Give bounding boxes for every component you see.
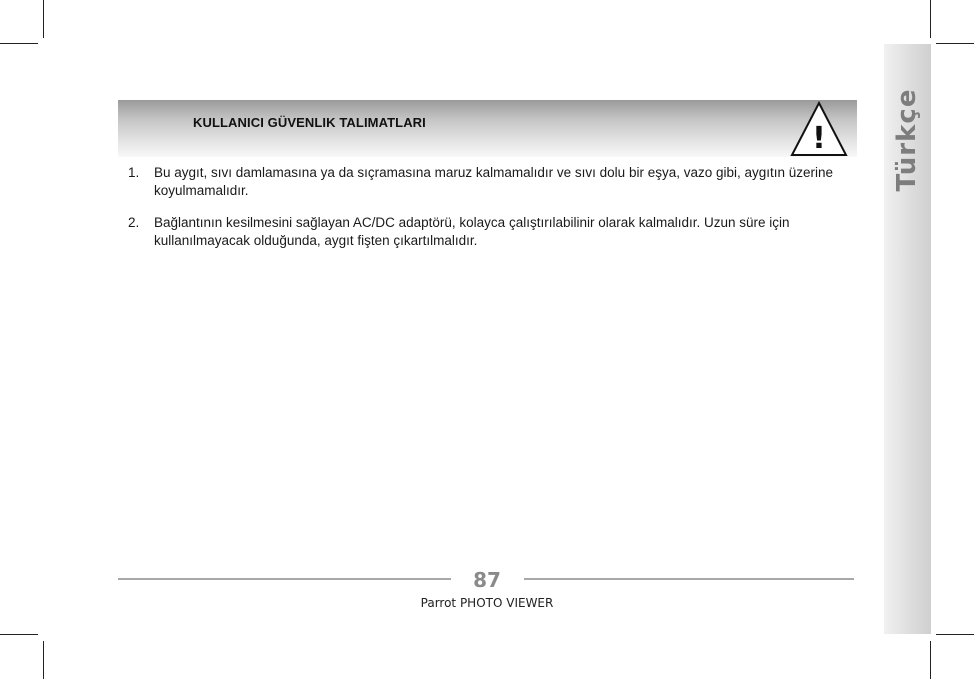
crop-mark bbox=[936, 43, 974, 44]
list-item bbox=[128, 214, 858, 250]
crop-mark bbox=[43, 0, 44, 38]
list-item-text: Bağlantının kesilmesini sağlayan AC/DC adaptörü, kolayca çalıştırılabilinir olarak kalmalıdır. Uzun süre için kullanılmayacak olduğunda, aygıt fişten çıkartılmalıdır. bbox=[154, 215, 790, 248]
product-name: Parrot PHOTO VIEWER bbox=[420, 596, 554, 610]
section-title: KULLANICI GÜVENLIK TALIMATLARI bbox=[193, 115, 426, 130]
list-item-text: Bu aygıt, sıvı damlamasına ya da sıçramasına maruz kalmamalıdır ve sıvı dolu bir eşya, vazo gibi, aygıtın üzerine koyulmamalıdır. bbox=[154, 165, 834, 198]
footer-rule-right bbox=[524, 578, 854, 580]
footer-rule-left bbox=[118, 578, 451, 580]
crop-mark bbox=[930, 0, 931, 38]
crop-mark bbox=[930, 641, 931, 679]
warning-triangle-icon bbox=[789, 100, 849, 158]
instruction-list bbox=[128, 164, 858, 264]
page-number: 87 bbox=[473, 568, 501, 592]
crop-mark bbox=[43, 641, 44, 679]
crop-mark bbox=[936, 634, 974, 635]
crop-mark bbox=[0, 634, 38, 635]
language-label: Türkçe bbox=[892, 88, 922, 192]
crop-mark bbox=[0, 43, 38, 44]
list-item-number: 2. bbox=[128, 215, 140, 230]
warning-glyph: ! bbox=[812, 121, 826, 156]
list-item-number: 1. bbox=[128, 165, 140, 180]
list-item bbox=[128, 164, 858, 200]
